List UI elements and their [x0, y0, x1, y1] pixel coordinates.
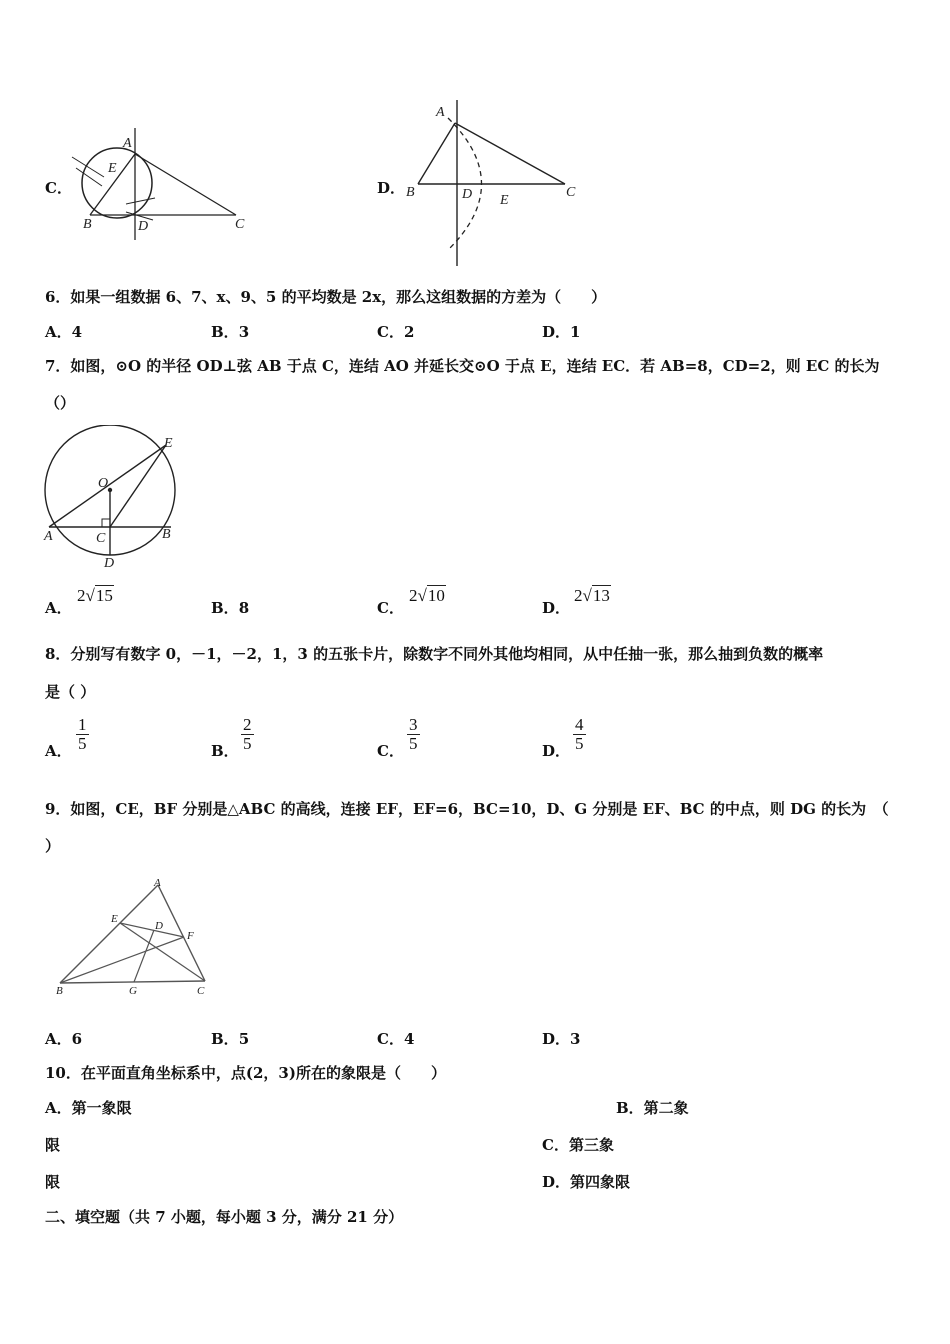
q9-stem-line2: ） — [45, 837, 61, 855]
q10-option-b-wrap: 限 — [45, 1136, 61, 1154]
q9-label-d: D — [155, 920, 163, 932]
q8-option-b-fraction: $\frac{2}{5}$ — [243, 715, 252, 753]
q5c-label-a: A — [123, 136, 132, 151]
q8-stem-line2: 是（ ） — [45, 683, 96, 701]
q7-option-c-value: 2√10 — [409, 586, 445, 605]
q5c-label-d: D — [138, 219, 149, 234]
q5d-label-b: B — [406, 185, 415, 200]
q5d-label-e: E — [500, 193, 509, 208]
q5-option-c-letter: C． — [45, 179, 72, 197]
q9-option-b: B．5 — [211, 1030, 250, 1048]
q7-label-b: B — [162, 527, 171, 542]
q10-option-d: D．第四象限 — [542, 1173, 631, 1191]
section-2-heading: 二、填空题（共 7 小题，每小题 3 分，满分 21 分） — [45, 1208, 404, 1226]
q7-stem-line2: （） — [45, 394, 76, 412]
q9-label-f: F — [187, 930, 194, 942]
q7-label-e: E — [164, 436, 173, 451]
q8-option-a-fraction: $\frac{1}{5}$ — [78, 715, 87, 753]
q5-figure-c — [60, 120, 260, 245]
q5d-label-a: A — [436, 105, 445, 120]
q10-option-b: B．第二象 — [616, 1099, 689, 1117]
q5-option-d-letter: D． — [377, 179, 406, 197]
q8-option-c-fraction: $\frac{3}{5}$ — [409, 715, 418, 753]
q10-stem: 10．在平面直角坐标系中，点(2，3)所在的象限是（ ） — [45, 1064, 446, 1082]
q6-option-b: B．3 — [211, 323, 250, 341]
q7-figure — [40, 425, 190, 575]
q9-option-d: D．3 — [542, 1030, 581, 1048]
q5c-label-b: B — [83, 217, 92, 232]
q7-option-c-letter: C． — [377, 599, 404, 617]
q9-stem-line1: 9．如图，CE，BF 分别是△ABC 的高线，连接 EF，EF=6，BC=10，D、G 分别是 EF、BC 的中点，则 DG 的长为 （ — [45, 800, 889, 818]
q8-option-a-letter: A． — [45, 742, 72, 760]
q9-figure — [50, 875, 220, 1000]
q7-option-d-value: 2√13 — [574, 586, 610, 605]
q5c-label-c: C — [235, 217, 245, 232]
q7-option-a-letter: A． — [45, 599, 72, 617]
q9-label-a: A — [154, 877, 161, 889]
q5c-label-e: E — [108, 161, 117, 176]
q9-option-a: A．6 — [45, 1030, 83, 1048]
q5-figure-d — [400, 96, 590, 271]
q7-label-a: A — [44, 529, 53, 544]
q5d-label-c: C — [566, 185, 576, 200]
q7-label-o: O — [98, 476, 109, 491]
q9-option-c: C．4 — [377, 1030, 415, 1048]
q9-label-g: G — [129, 985, 137, 997]
q8-option-d-fraction: $\frac{4}{5}$ — [575, 715, 584, 753]
q9-label-b: B — [56, 985, 63, 997]
q8-option-d-letter: D． — [542, 742, 571, 760]
q7-label-d: D — [104, 556, 115, 571]
q10-option-a: A．第一象限 — [45, 1099, 132, 1117]
q10-option-c: C．第三象 — [542, 1136, 614, 1154]
q10-option-c-wrap: 限 — [45, 1173, 61, 1191]
q7-label-c: C — [96, 531, 106, 546]
q7-stem-line1: 7．如图，⊙O 的半径 OD⊥弦 AB 于点 C，连结 AO 并延长交⊙O 于点 E，连结 EC．若 AB=8，CD=2，则 EC 的长为 — [45, 357, 880, 375]
q8-stem-line1: 8．分别写有数字 0，－1，－2，1，3 的五张卡片，除数字不同外其他均相同，从中任抽一张，那么抽到负数的概率 — [45, 645, 824, 663]
q7-option-a-value: 2√15 — [77, 586, 113, 605]
q6-option-a: A．4 — [45, 323, 83, 341]
q6-option-d: D．1 — [542, 323, 581, 341]
q8-option-b-letter: B． — [211, 742, 239, 760]
q6-option-c: C．2 — [377, 323, 415, 341]
q7-option-b: B．8 — [211, 599, 250, 617]
q9-label-c: C — [197, 985, 205, 997]
q6-stem: 6．如果一组数据 6、7、x、9、5 的平均数是 2x，那么这组数据的方差为（ ） — [45, 288, 607, 306]
q8-option-c-letter: C． — [377, 742, 404, 760]
q5d-label-d: D — [462, 187, 473, 202]
q7-option-d-letter: D． — [542, 599, 571, 617]
q9-label-e: E — [111, 913, 118, 925]
